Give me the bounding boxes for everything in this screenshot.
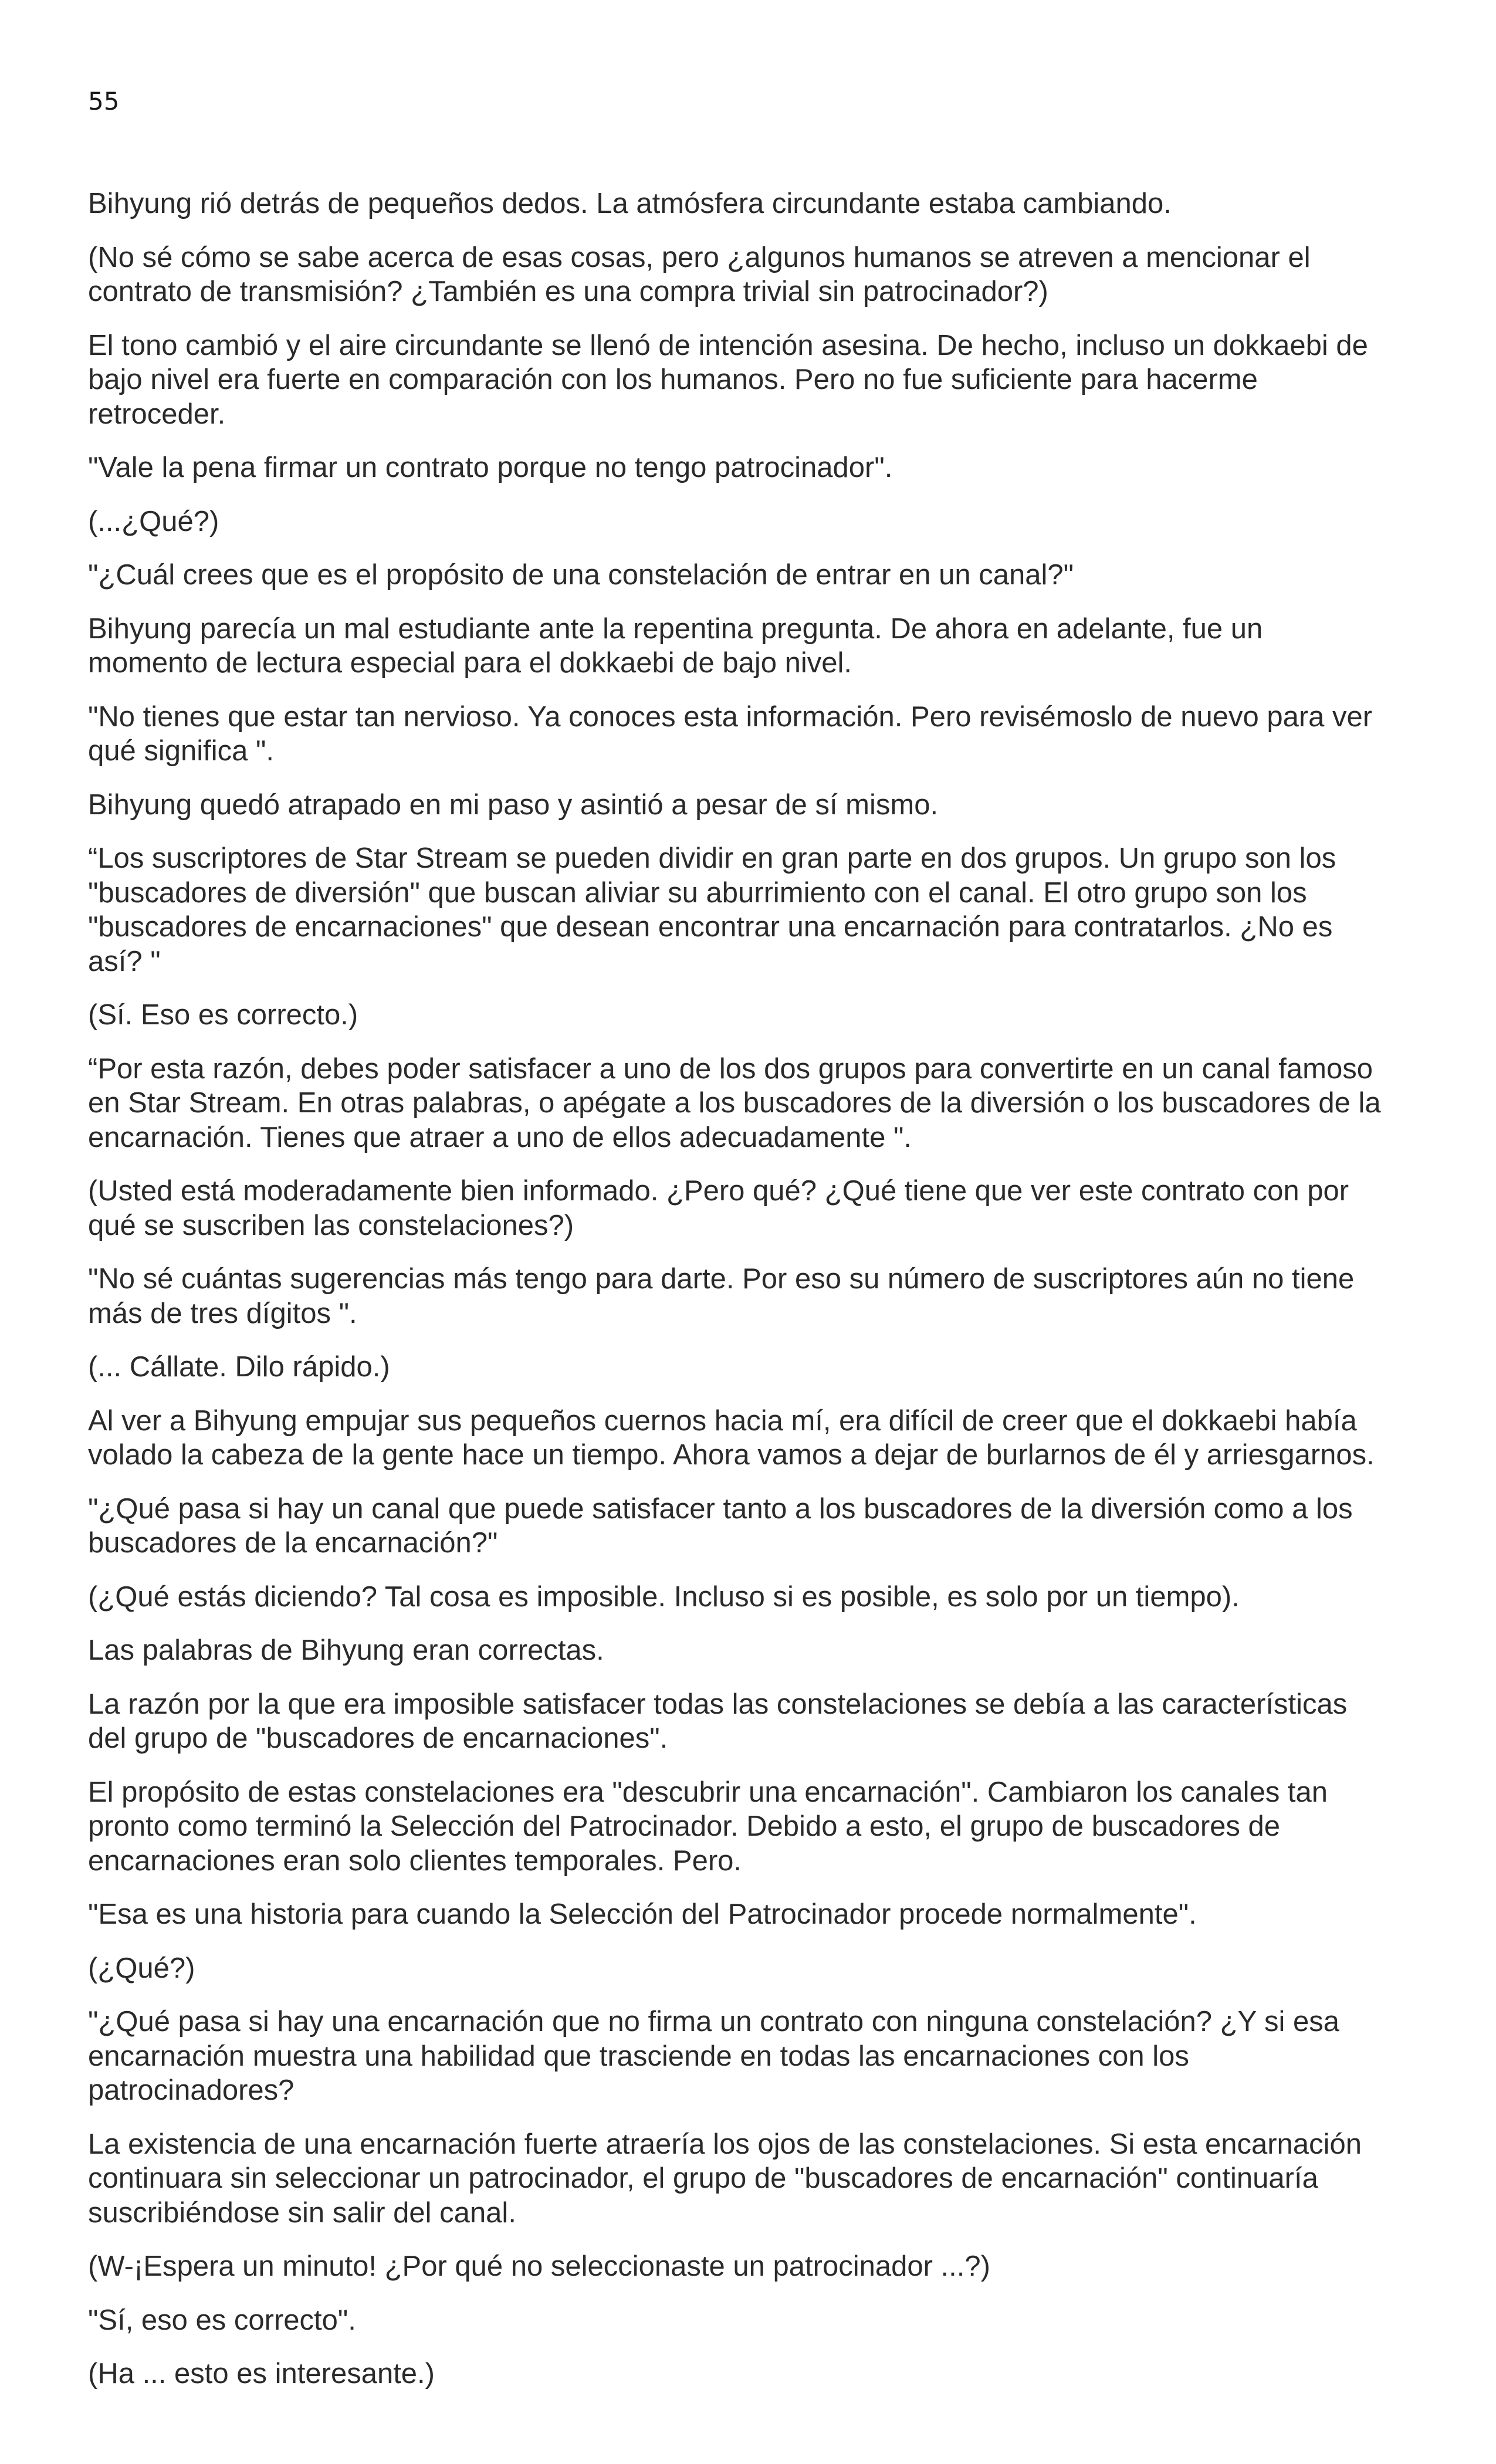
paragraph: Las palabras de Bihyung eran correctas. xyxy=(88,1634,604,1666)
paragraph: (...¿Qué?) xyxy=(88,505,219,537)
paragraph: La razón por la que era imposible satisfacer todas las constelaciones se debía a las características del grupo de "buscadores de encarnaciones". xyxy=(88,1688,1348,1754)
paragraph: (No sé cómo se sabe acerca de esas cosas, pero ¿algunos humanos se atreven a mencionar el contrato de transmisión? ¿También es una compra trivial sin patrocinador?) xyxy=(88,241,1311,307)
paragraph: La existencia de una encarnación fuerte atraería los ojos de las constelaciones. Si esta encarnación continuara sin seleccionar un patrocinador, el grupo de "buscadores de encarnación" continuaría suscribiéndose sin salir del canal. xyxy=(88,2128,1362,2229)
paragraph: “Por esta razón, debes poder satisfacer a uno de los dos grupos para convertirte en un canal famoso en Star Stream. En otras palabras, o apégate a los buscadores de la diversión o los buscadores de la encarnación. Tienes que atraer a uno de ellos adecuadamente ". xyxy=(88,1052,1381,1153)
paragraph: (¿Qué estás diciendo? Tal cosa es imposible. Incluso si es posible, es solo por un tiempo). xyxy=(88,1580,1240,1613)
paragraph: (Ha ... esto es interesante.) xyxy=(88,2358,435,2389)
paragraph: "No sé cuántas sugerencias más tengo para darte. Por eso su número de suscriptores aún no tiene más de tres dígitos ". xyxy=(88,1263,1355,1329)
paragraph: (W-¡Espera un minuto! ¿Por qué no seleccionaste un patrocinador ...?) xyxy=(88,2250,990,2282)
paragraph: (Usted está moderadamente bien informado. ¿Pero qué? ¿Qué tiene que ver este contrato con por qué se suscriben las constelaciones?) xyxy=(88,1175,1349,1241)
paragraph: “Los suscriptores de Star Stream se pueden dividir en gran parte en dos grupos. Un grupo son los "buscadores de diversión" que buscan aliviar su aburrimiento con el canal. El otro grupo son los "buscadores de encarnaciones" que desean encontrar una encarnación para contratarlos. ¿No es así? " xyxy=(88,842,1336,977)
paragraph: (... Cállate. Dilo rápido.) xyxy=(88,1351,390,1383)
paragraph: "Esa es una historia para cuando la Selección del Patrocinador procede normalmente". xyxy=(88,1898,1197,1930)
paragraph: "¿Qué pasa si hay una encarnación que no firma un contrato con ninguna constelación? ¿Y si esa encarnación muestra una habilidad que trasciende en todas las encarnaciones con los patrocinadores? xyxy=(88,2006,1339,2106)
paragraph: "Vale la pena firmar un contrato porque no tengo patrocinador". xyxy=(88,452,893,483)
paragraph: Bihyung rió detrás de pequeños dedos. La atmósfera circundante estaba cambiando. xyxy=(88,188,1172,219)
paragraph: El propósito de estas constelaciones era "descubrir una encarnación". Cambiaron los canales tan pronto como terminó la Selección del Patrocinador. Debido a esto, el grupo de buscadores de encarnaciones eran solo clientes temporales. Pero. xyxy=(88,1776,1328,1877)
paragraph: "¿Qué pasa si hay un canal que puede satisfacer tanto a los buscadores de la diversión como a los buscadores de la encarnación?" xyxy=(88,1492,1353,1559)
paragraph: "No tienes que estar tan nervioso. Ya conoces esta información. Pero revisémoslo de nuevo para ver qué significa ". xyxy=(88,700,1373,767)
paragraph: "¿Cuál crees que es el propósito de una constelación de entrar en un canal?" xyxy=(88,559,1074,591)
paragraph: (Sí. Eso es correcto.) xyxy=(88,999,358,1031)
paragraph: El tono cambió y el aire circundante se llenó de intención asesina. De hecho, incluso un dokkaebi de bajo nivel era fuerte en comparación con los humanos. Pero no fue suficiente para hacerme retroceder. xyxy=(88,329,1368,430)
paragraph: Bihyung quedó atrapado en mi paso y asintió a pesar de sí mismo. xyxy=(88,788,939,821)
body-text xyxy=(88,187,1414,2411)
paragraph: (¿Qué?) xyxy=(88,1952,195,1984)
paragraph: Al ver a Bihyung empujar sus pequeños cuernos hacia mí, era difícil de creer que el dokkaebi había volado la cabeza de la gente hace un tiempo. Ahora vamos a dejar de burlarnos de él y arriesgarnos. xyxy=(88,1404,1375,1471)
page-number: 55 xyxy=(88,87,120,116)
paragraph: "Sí, eso es correcto". xyxy=(88,2304,356,2336)
paragraph: Bihyung parecía un mal estudiante ante la repentina pregunta. De ahora en adelante, fue un momento de lectura especial para el dokkaebi de bajo nivel. xyxy=(88,612,1263,679)
